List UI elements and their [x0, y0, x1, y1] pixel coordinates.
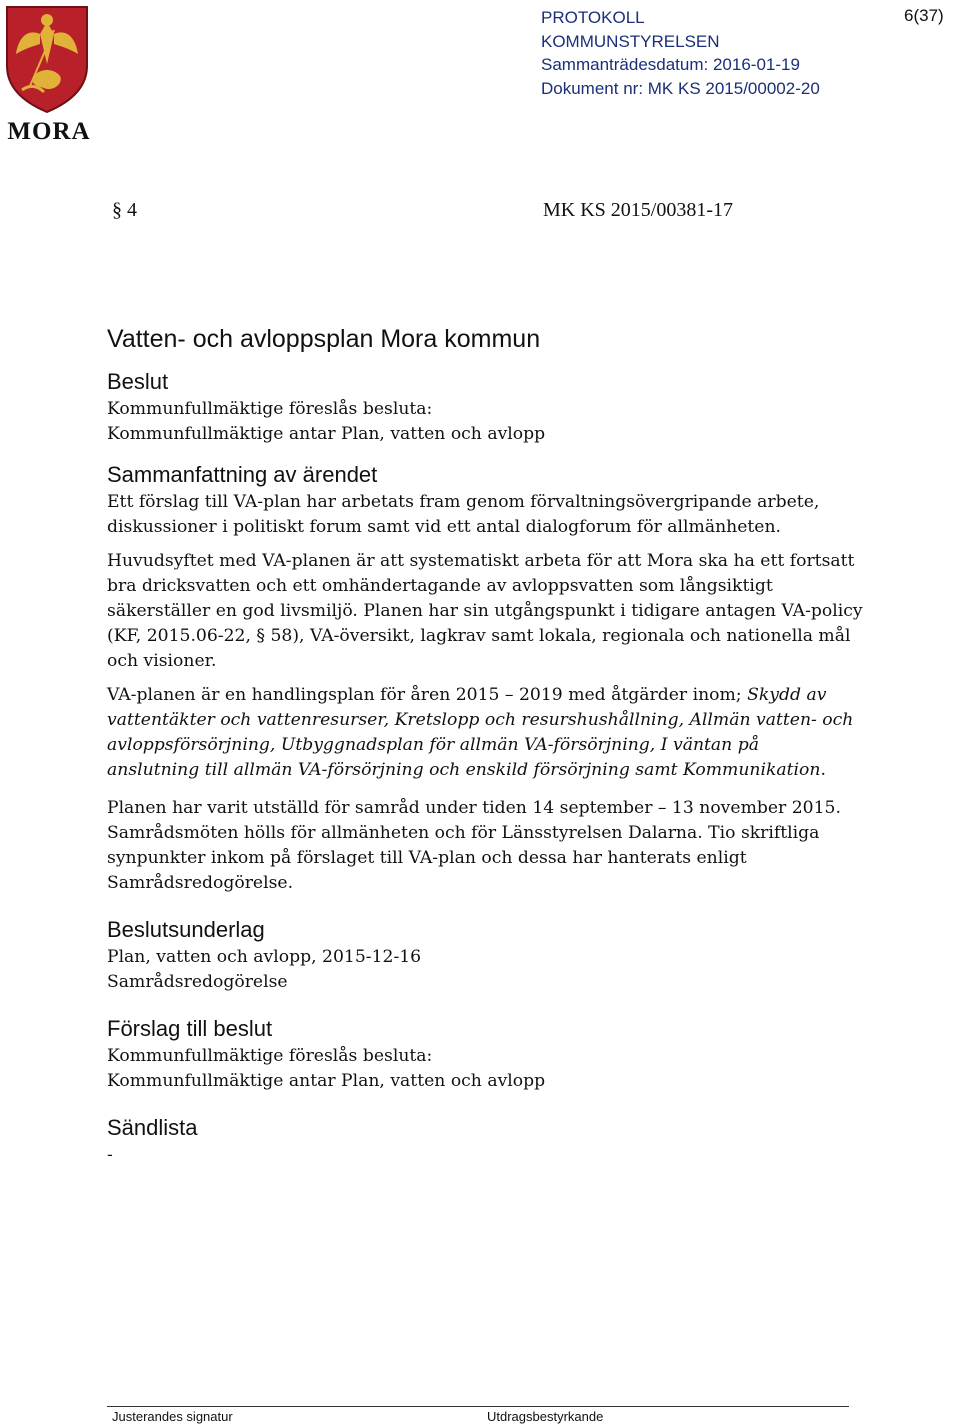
footer-signature-label: Justerandes signatur [112, 1409, 233, 1424]
summary-paragraph-1-line-2: diskussioner i politiskt forum samt vid ett antal dialogforum för allmänheten. [107, 517, 782, 537]
summary-paragraph-3-emphasis-4: anslutning till allmän VA-försörjning och enskild försörjning samt Kommunikation [107, 760, 821, 780]
beslutsunderlag-line-1: Plan, vatten och avlopp, 2015-12-16 [107, 947, 422, 967]
summary-paragraph-2-line-5: och visioner. [107, 651, 217, 671]
case-reference: MK KS 2015/00381-17 [543, 199, 734, 221]
summary-paragraph-3-line-1 [107, 683, 867, 708]
summary-paragraph-3-emphasis: Skydd av [747, 685, 827, 705]
summary-paragraph-3-emphasis-3: avloppsförsörjning, Utbyggnadsplan för allmän VA-försörjning, I väntan på [107, 735, 759, 755]
summary-paragraph-2-line-4: (KF, 2015.06-22, § 58), VA-översikt, lagkrav samt lokala, regionala och nationella mål [107, 626, 851, 646]
footer-divider [107, 1406, 849, 1407]
section-heading-forslag: Förslag till beslut [107, 1016, 273, 1041]
beslut-line-1: Kommunfullmäktige föreslås besluta: [107, 399, 433, 419]
summary-paragraph-3-text: VA-planen är en handlingsplan för åren 2015 – 2019 med åtgärder inom; [107, 685, 748, 705]
document-body [107, 320, 867, 1168]
summary-paragraph-2-line-1: Huvudsyftet med VA-planen är att systematiskt arbeta för att Mora ska ha ett fortsatt [107, 551, 855, 571]
footer-extract-label: Utdragsbestyrkande [487, 1409, 604, 1424]
summary-paragraph-3-line-2 [107, 708, 867, 733]
coat-of-arms-icon [4, 4, 90, 116]
mora-coat-of-arms-logo [4, 4, 91, 145]
forslag-line-2: Kommunfullmäktige antar Plan, vatten och avlopp [107, 1071, 546, 1091]
beslut-line-2: Kommunfullmäktige antar Plan, vatten och avlopp [107, 424, 546, 444]
header-meeting-date: Sammanträdesdatum: 2016-01-19 [541, 55, 800, 74]
sandlista-line-1: - [107, 1145, 113, 1165]
header-doc-type: PROTOKOLL [541, 8, 645, 27]
summary-paragraph-3-period: . [820, 760, 826, 780]
page-title: Vatten- och avloppsplan Mora kommun [107, 325, 541, 353]
document-header [541, 6, 820, 100]
summary-paragraph-3-line-3 [107, 733, 867, 758]
section-heading-sandlista: Sändlista [107, 1115, 198, 1140]
summary-paragraph-2-line-3: säkerställer en god livsmiljö. Planen har sin utgångspunkt i tidigare antagen VA-policy [107, 601, 863, 621]
header-doc-number: Dokument nr: MK KS 2015/00002-20 [541, 78, 820, 98]
section-heading-beslutsunderlag: Beslutsunderlag [107, 917, 265, 942]
logo-wordmark: MORA [7, 118, 91, 145]
beslutsunderlag-line-2: Samrådsredogörelse [107, 972, 288, 992]
summary-paragraph-4-line-2: Samrådsmöten hölls för allmänheten och för Länsstyrelsen Dalarna. Tio skriftliga [107, 823, 820, 843]
summary-paragraph-4-line-4: Samrådsredogörelse. [107, 873, 294, 893]
summary-paragraph-2-line-2: bra dricksvatten och ett omhändertagande av avloppsvatten som långsiktigt [107, 576, 773, 596]
page-number: 6(37) [904, 6, 944, 25]
summary-paragraph-4-line-3: synpunkter inkom på förslaget till VA-plan och dessa har hanterats enligt [107, 848, 747, 868]
summary-paragraph-4-line-1: Planen har varit utställd för samråd under tiden 14 september – 13 november 2015. [107, 798, 841, 818]
summary-paragraph-3-emphasis-2: vattentäkter och vattenresurser, Kretslopp och resurshushållning, Allmän vatten- och [107, 710, 854, 730]
summary-paragraph-3-line-4 [107, 758, 867, 783]
section-heading-sammanfattning: Sammanfattning av ärendet [107, 462, 378, 487]
forslag-line-1: Kommunfullmäktige föreslås besluta: [107, 1046, 433, 1066]
header-committee: KOMMUNSTYRELSEN [541, 31, 720, 51]
summary-paragraph-1-line-1: Ett förslag till VA-plan har arbetats fram genom förvaltningsövergripande arbete, [107, 492, 820, 512]
section-heading-beslut: Beslut [107, 369, 169, 394]
paragraph-number: § 4 [112, 199, 137, 221]
